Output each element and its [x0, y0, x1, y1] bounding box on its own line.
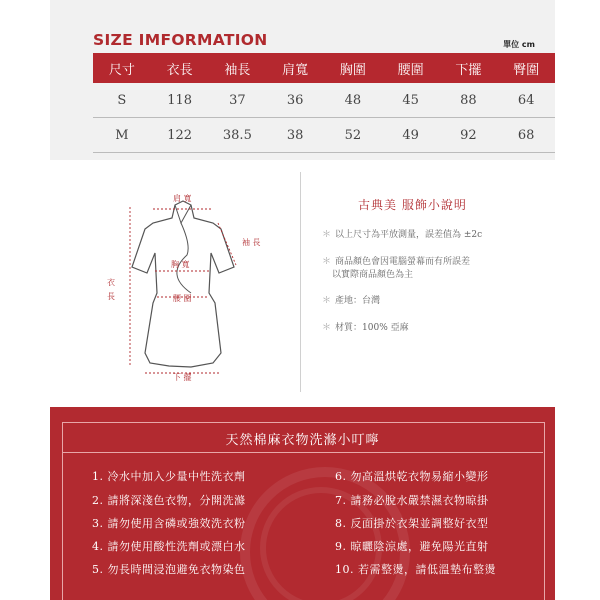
chest-label: 胸 寬: [171, 260, 190, 269]
header-cell: 尺寸: [93, 53, 151, 83]
care-item: 6. 勿高溫烘乾衣物易縮小變形: [335, 470, 489, 483]
note-item: [322, 295, 380, 308]
size-info-title: SIZE IMFORMATION: [93, 31, 268, 49]
table-cell: 68: [497, 118, 555, 153]
unit-label: 單位 cm: [503, 40, 535, 49]
table-row: [93, 118, 555, 153]
star-icon: ＊: [322, 323, 332, 333]
table-cell: 49: [382, 118, 440, 153]
note-text: 材質：100% 亞麻: [335, 323, 409, 333]
care-item: 1. 冷水中加入少量中性洗衣劑: [92, 470, 246, 483]
care-item: 8. 反面掛於衣架並調整好衣型: [335, 517, 489, 530]
care-item: 4. 請勿使用酸性洗劑或漂白水: [92, 540, 246, 553]
length-label-1: 衣: [107, 278, 115, 287]
notes-title: 古典美 服飾小說明: [358, 198, 467, 212]
care-item: 2. 請將深淺色衣物，分開洗滌: [92, 494, 246, 507]
table-row: [93, 83, 555, 118]
care-item: 3. 請勿使用含磷或強效洗衣粉: [92, 517, 246, 530]
header-cell: 肩寬: [266, 53, 324, 83]
note-item: [332, 269, 413, 282]
star-icon: ＊: [322, 230, 332, 240]
header-cell: 衣長: [151, 53, 209, 83]
table-cell: 38: [266, 118, 324, 153]
header-cell: 下擺: [440, 53, 498, 83]
size-info-section: [50, 0, 555, 160]
note-item: [322, 256, 470, 269]
sleeve-label: 袖 長: [242, 238, 261, 247]
header-cell: 袖長: [209, 53, 267, 83]
size-table-header: [93, 53, 555, 83]
placket-line: [177, 223, 191, 293]
star-icon: ＊: [322, 296, 332, 306]
note-text: 以實際商品顏色為主: [332, 270, 414, 280]
care-item: 7. 請務必脫水嚴禁濕衣物晾掛: [335, 494, 489, 507]
header-cell: 臀圍: [497, 53, 555, 83]
table-cell: 88: [440, 83, 498, 118]
hem-label: 下 擺: [173, 373, 192, 382]
section-divider: [300, 172, 301, 392]
table-cell: 36: [266, 83, 324, 118]
note-text: 商品顏色會因電腦螢幕而有所誤差: [335, 257, 471, 267]
shoulder-label: 肩 寬: [173, 194, 192, 203]
care-item: 9. 晾曬陰涼處，避免陽光直射: [335, 540, 489, 553]
care-title-divider: [62, 452, 543, 453]
table-cell: 38.5: [209, 118, 267, 153]
length-label-2: 長: [107, 292, 115, 301]
note-text: 以上尺寸為平放測量，誤差值為 ±2c: [335, 230, 483, 240]
care-item: 10. 若需整燙，請低溫墊布整燙: [335, 563, 496, 576]
garment-diagram: [95, 185, 285, 390]
table-cell: 48: [324, 83, 382, 118]
table-cell: M: [93, 118, 151, 153]
header-cell: 胸圍: [324, 53, 382, 83]
size-table: [93, 53, 555, 153]
table-cell: 64: [497, 83, 555, 118]
note-text: 產地：台灣: [335, 296, 381, 306]
care-title: 天然棉麻衣物洗滌小叮嚀: [225, 433, 380, 448]
star-icon: ＊: [322, 257, 332, 267]
note-item: [322, 322, 409, 335]
note-item: [322, 229, 482, 242]
table-cell: 122: [151, 118, 209, 153]
care-section: [50, 407, 555, 600]
table-cell: 92: [440, 118, 498, 153]
table-cell: 37: [209, 83, 267, 118]
care-item: 5. 勿長時間浸泡避免衣物染色: [92, 563, 246, 576]
collar-line: [175, 205, 191, 223]
header-cell: 腰圍: [382, 53, 440, 83]
table-cell: S: [93, 83, 151, 118]
table-cell: 52: [324, 118, 382, 153]
dress-outline: [132, 201, 234, 367]
table-cell: 118: [151, 83, 209, 118]
waist-label: 腰 圍: [173, 294, 192, 303]
table-cell: 45: [382, 83, 440, 118]
